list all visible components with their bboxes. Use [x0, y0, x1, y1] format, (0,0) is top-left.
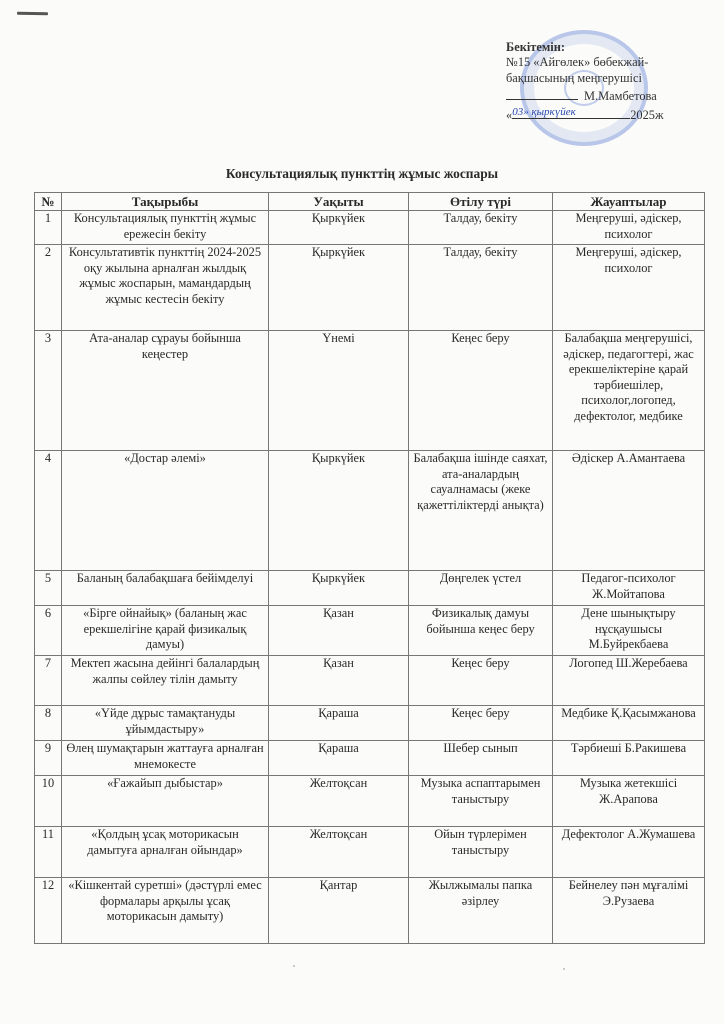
header-topic: Тақырыбы: [62, 193, 269, 211]
date-quote: «: [506, 107, 513, 122]
row-responsible: Меңгеруші, әдіскер, психолог: [553, 245, 705, 331]
table-header-row: [35, 193, 705, 211]
row-number: 6: [35, 606, 62, 656]
row-topic: Баланың балабақшаға бейімделуі: [62, 571, 269, 606]
table-row: [35, 571, 705, 606]
row-form: Дөңгелек үстел: [409, 571, 553, 606]
row-topic: Мектеп жасына дейінгі балалардың жалпы сөйлеу тілін дамыту: [62, 656, 269, 706]
row-topic: Өлең шумақтарын жаттауға арналған мнемокесте: [62, 741, 269, 776]
row-topic: «Ғажайып дыбыстар»: [62, 776, 269, 827]
row-responsible: Дене шынықтыру нұсқаушысы М.Буйрекбаева: [553, 606, 705, 656]
row-time: Үнемі: [269, 331, 409, 451]
row-number: 4: [35, 451, 62, 571]
scan-speck: [563, 968, 565, 970]
signature: [506, 86, 578, 100]
row-responsible: Логопед Ш.Жеребаева: [553, 656, 705, 706]
row-form: Талдау, бекіту: [409, 211, 553, 245]
row-responsible: Музыка жетекшісі Ж.Арапова: [553, 776, 705, 827]
row-time: Желтоқсан: [269, 827, 409, 878]
table-row: [35, 827, 705, 878]
row-time: Қантар: [269, 878, 409, 944]
row-time: Қыркүйек: [269, 451, 409, 571]
row-time: Желтоқсан: [269, 776, 409, 827]
header-number: №: [35, 193, 62, 211]
signature-line: [506, 86, 706, 104]
row-number: 5: [35, 571, 62, 606]
row-topic: «Қолдың ұсақ моторикасын дамытуға арналған ойындар»: [62, 827, 269, 878]
table-row: [35, 245, 705, 331]
row-number: 7: [35, 656, 62, 706]
approval-heading: Бекітемін:: [506, 40, 566, 54]
plan-table: [34, 192, 705, 944]
table-row: [35, 706, 705, 741]
row-time: Қыркүйек: [269, 571, 409, 606]
row-time: Қыркүйек: [269, 245, 409, 331]
approval-org-line2: бақшасының меңгерушісі: [506, 70, 642, 85]
row-form: Кеңес беру: [409, 656, 553, 706]
row-responsible: Әдіскер А.Амантаева: [553, 451, 705, 571]
row-number: 12: [35, 878, 62, 944]
row-number: 8: [35, 706, 62, 741]
row-responsible: Медбике Қ.Қасымжанова: [553, 706, 705, 741]
row-number: 9: [35, 741, 62, 776]
table-row: [35, 606, 705, 656]
row-number: 3: [35, 331, 62, 451]
row-number: 11: [35, 827, 62, 878]
scan-speck: [293, 965, 295, 967]
table-row: [35, 331, 705, 451]
row-time: Қазан: [269, 656, 409, 706]
table-row: [35, 656, 705, 706]
row-time: Қараша: [269, 741, 409, 776]
approval-org-line1: №15 «Айгөлек» бөбекжай-: [506, 55, 649, 70]
row-topic: «Кішкентай суретші» (дәстүрлі емес формалары арқылы ұсақ моторикасын дамыту): [62, 878, 269, 944]
approval-date: [506, 105, 706, 123]
table-row: [35, 878, 705, 944]
row-responsible: Тәрбиеші Б.Ракишева: [553, 741, 705, 776]
header-time: Уақыты: [269, 193, 409, 211]
row-number: 1: [35, 211, 62, 245]
document-title: Консультациялық пункттің жұмыс жоспары: [225, 166, 499, 181]
row-topic: «Достар әлемі»: [62, 451, 269, 571]
row-time: Қыркүйек: [269, 211, 409, 245]
table-row: [35, 451, 705, 571]
row-time: Қараша: [269, 706, 409, 741]
row-responsible: Бейнелеу пән мұғалімі Э.Рузаева: [553, 878, 705, 944]
scan-mark: [17, 12, 48, 16]
row-responsible: Дефектолог А.Жумашева: [553, 827, 705, 878]
row-topic: Ата-аналар сұрауы бойынша кеңестер: [62, 331, 269, 451]
row-form: Кеңес беру: [409, 706, 553, 741]
header-form: Өтілу түрі: [409, 193, 553, 211]
row-number: 2: [35, 245, 62, 331]
date-year: 2025ж: [630, 107, 664, 122]
row-form: Кеңес беру: [409, 331, 553, 451]
row-responsible: Меңгеруші, әдіскер, психолог: [553, 211, 705, 245]
date-handwritten: 03» қыркүйек: [512, 105, 630, 119]
row-form: Талдау, бекіту: [409, 245, 553, 331]
row-responsible: Балабақша меңгерушісі, әдіскер, педагогтері, жас ерекшеліктеріне қарай тәрбиешілер, психолог,логопед, дефектолог, медбике: [553, 331, 705, 451]
row-form: Балабақша ішінде саяхат, ата-аналардың сауалнамасы (жеке қажеттіліктерді анықта): [409, 451, 553, 571]
director-name: М.Мамбетова: [584, 89, 657, 104]
row-form: Шебер сынып: [409, 741, 553, 776]
row-topic: «Үйде дұрыс тамақтануды ұйымдастыру»: [62, 706, 269, 741]
row-form: Ойын түрлерімен таныстыру: [409, 827, 553, 878]
row-responsible: Педагог-психолог Ж.Мойтапова: [553, 571, 705, 606]
table-row: [35, 776, 705, 827]
row-time: Қазан: [269, 606, 409, 656]
approval-block: [506, 40, 706, 123]
table-row: [35, 741, 705, 776]
row-topic: Консультациялық пункттің жұмыс ережесін бекіту: [62, 211, 269, 245]
table-row: [35, 211, 705, 245]
row-form: Жылжымалы папка әзірлеу: [409, 878, 553, 944]
row-topic: «Бірге ойнайық» (баланың жас ерекшелігіне қарай физикалық дамуы): [62, 606, 269, 656]
row-form: Физикалық дамуы бойынша кеңес беру: [409, 606, 553, 656]
row-number: 10: [35, 776, 62, 827]
row-topic: Консультативтік пункттің 2024-2025 оқу жылына арналған жылдық жұмыс жоспарын, мамандардың жұмыс кестесін бекіту: [62, 245, 269, 331]
row-form: Музыка аспаптарымен таныстыру: [409, 776, 553, 827]
header-responsible: Жауаптылар: [553, 193, 705, 211]
